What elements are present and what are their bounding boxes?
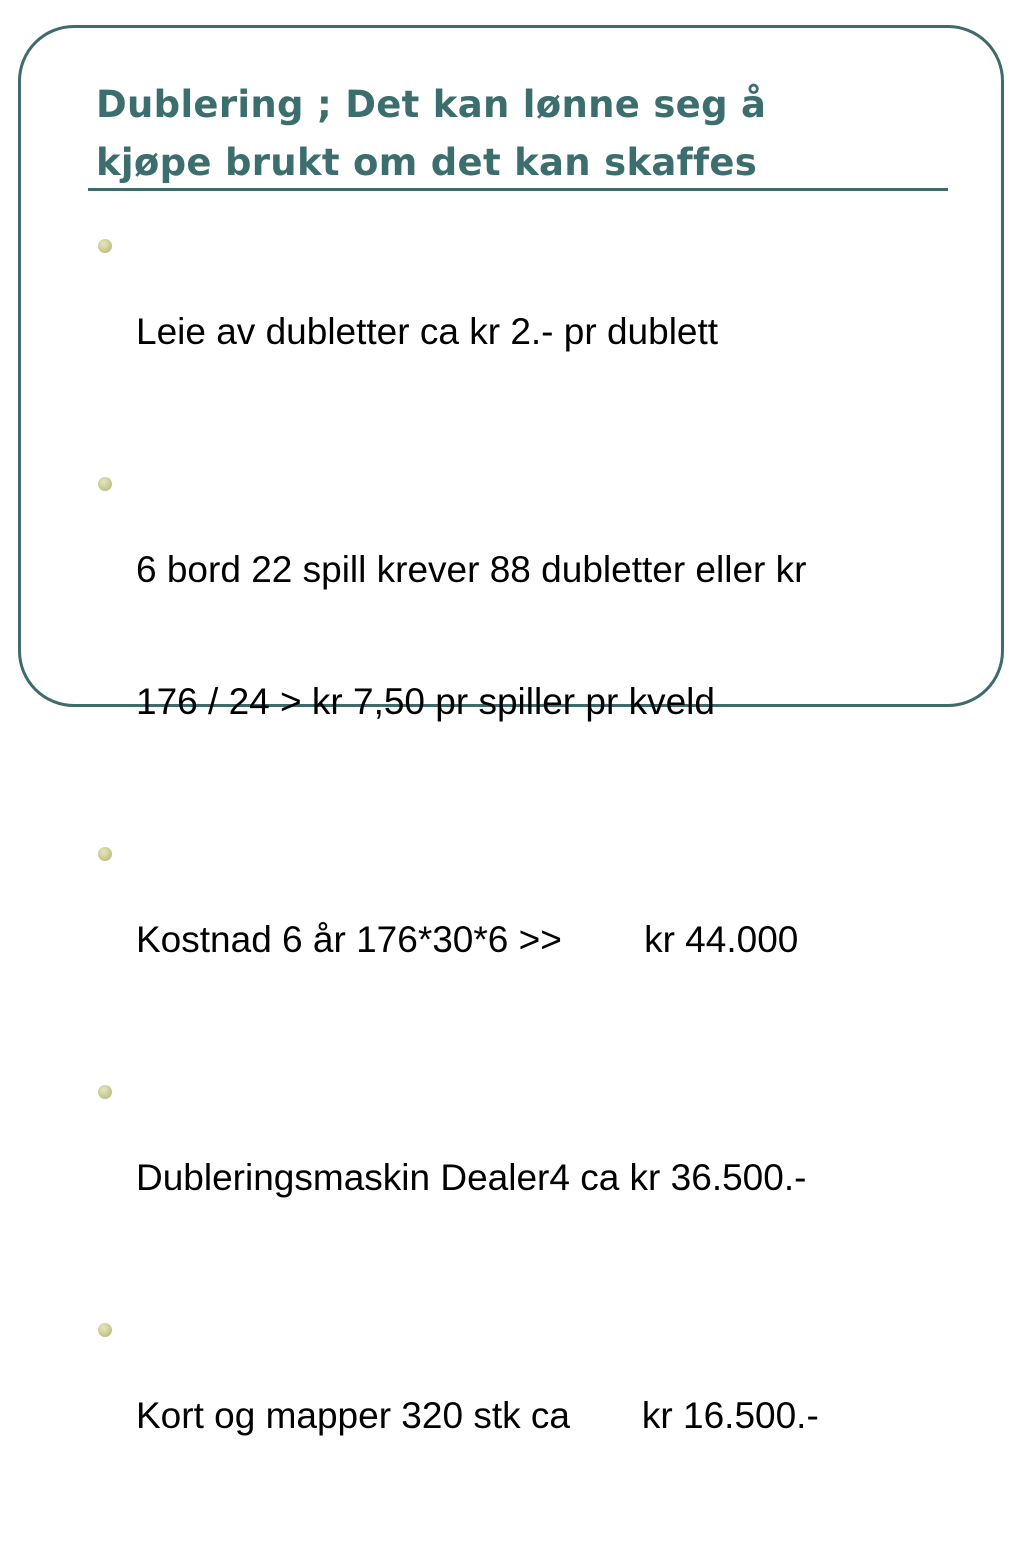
bullet-dot-icon <box>98 477 112 491</box>
bullet-line: Leie av dubletter ca kr 2.- pr dublett <box>136 311 719 352</box>
bullet-item <box>98 460 958 812</box>
bullet-text <box>136 267 958 440</box>
bullet-dot-icon <box>98 847 112 861</box>
bullet-text <box>136 1113 958 1286</box>
bullet-dot-icon <box>98 239 112 253</box>
bullet-text <box>136 505 958 810</box>
bullet-item <box>98 830 958 1050</box>
bullet-line: Kostnad 6 år 176*30*6 >> kr 44.000 <box>136 919 799 960</box>
title-line-1: Dublering ; Det kan lønne seg å <box>96 83 767 126</box>
bullet-item <box>98 1068 958 1288</box>
bullet-text <box>136 1351 958 1524</box>
bullet-item <box>98 222 958 442</box>
title-line-2: kjøpe brukt om det kan skaffes <box>96 141 758 184</box>
bullet-line: Kort og mapper 320 stk ca kr 16.500.- <box>136 1395 819 1436</box>
bullet-line: 6 bord 22 spill krever 88 dubletter eller kr <box>136 549 807 590</box>
slide-title <box>96 76 956 192</box>
bullet-text <box>136 875 958 1048</box>
bullet-line: Dubleringsmaskin Dealer4 ca kr 36.500.- <box>136 1157 807 1198</box>
bullet-list <box>98 222 958 1544</box>
title-divider <box>88 188 948 191</box>
bullet-item <box>98 1306 958 1526</box>
bullet-dot-icon <box>98 1085 112 1099</box>
bullet-dot-icon <box>98 1323 112 1337</box>
bullet-line: 176 / 24 > kr 7,50 pr spiller pr kveld <box>136 681 715 722</box>
